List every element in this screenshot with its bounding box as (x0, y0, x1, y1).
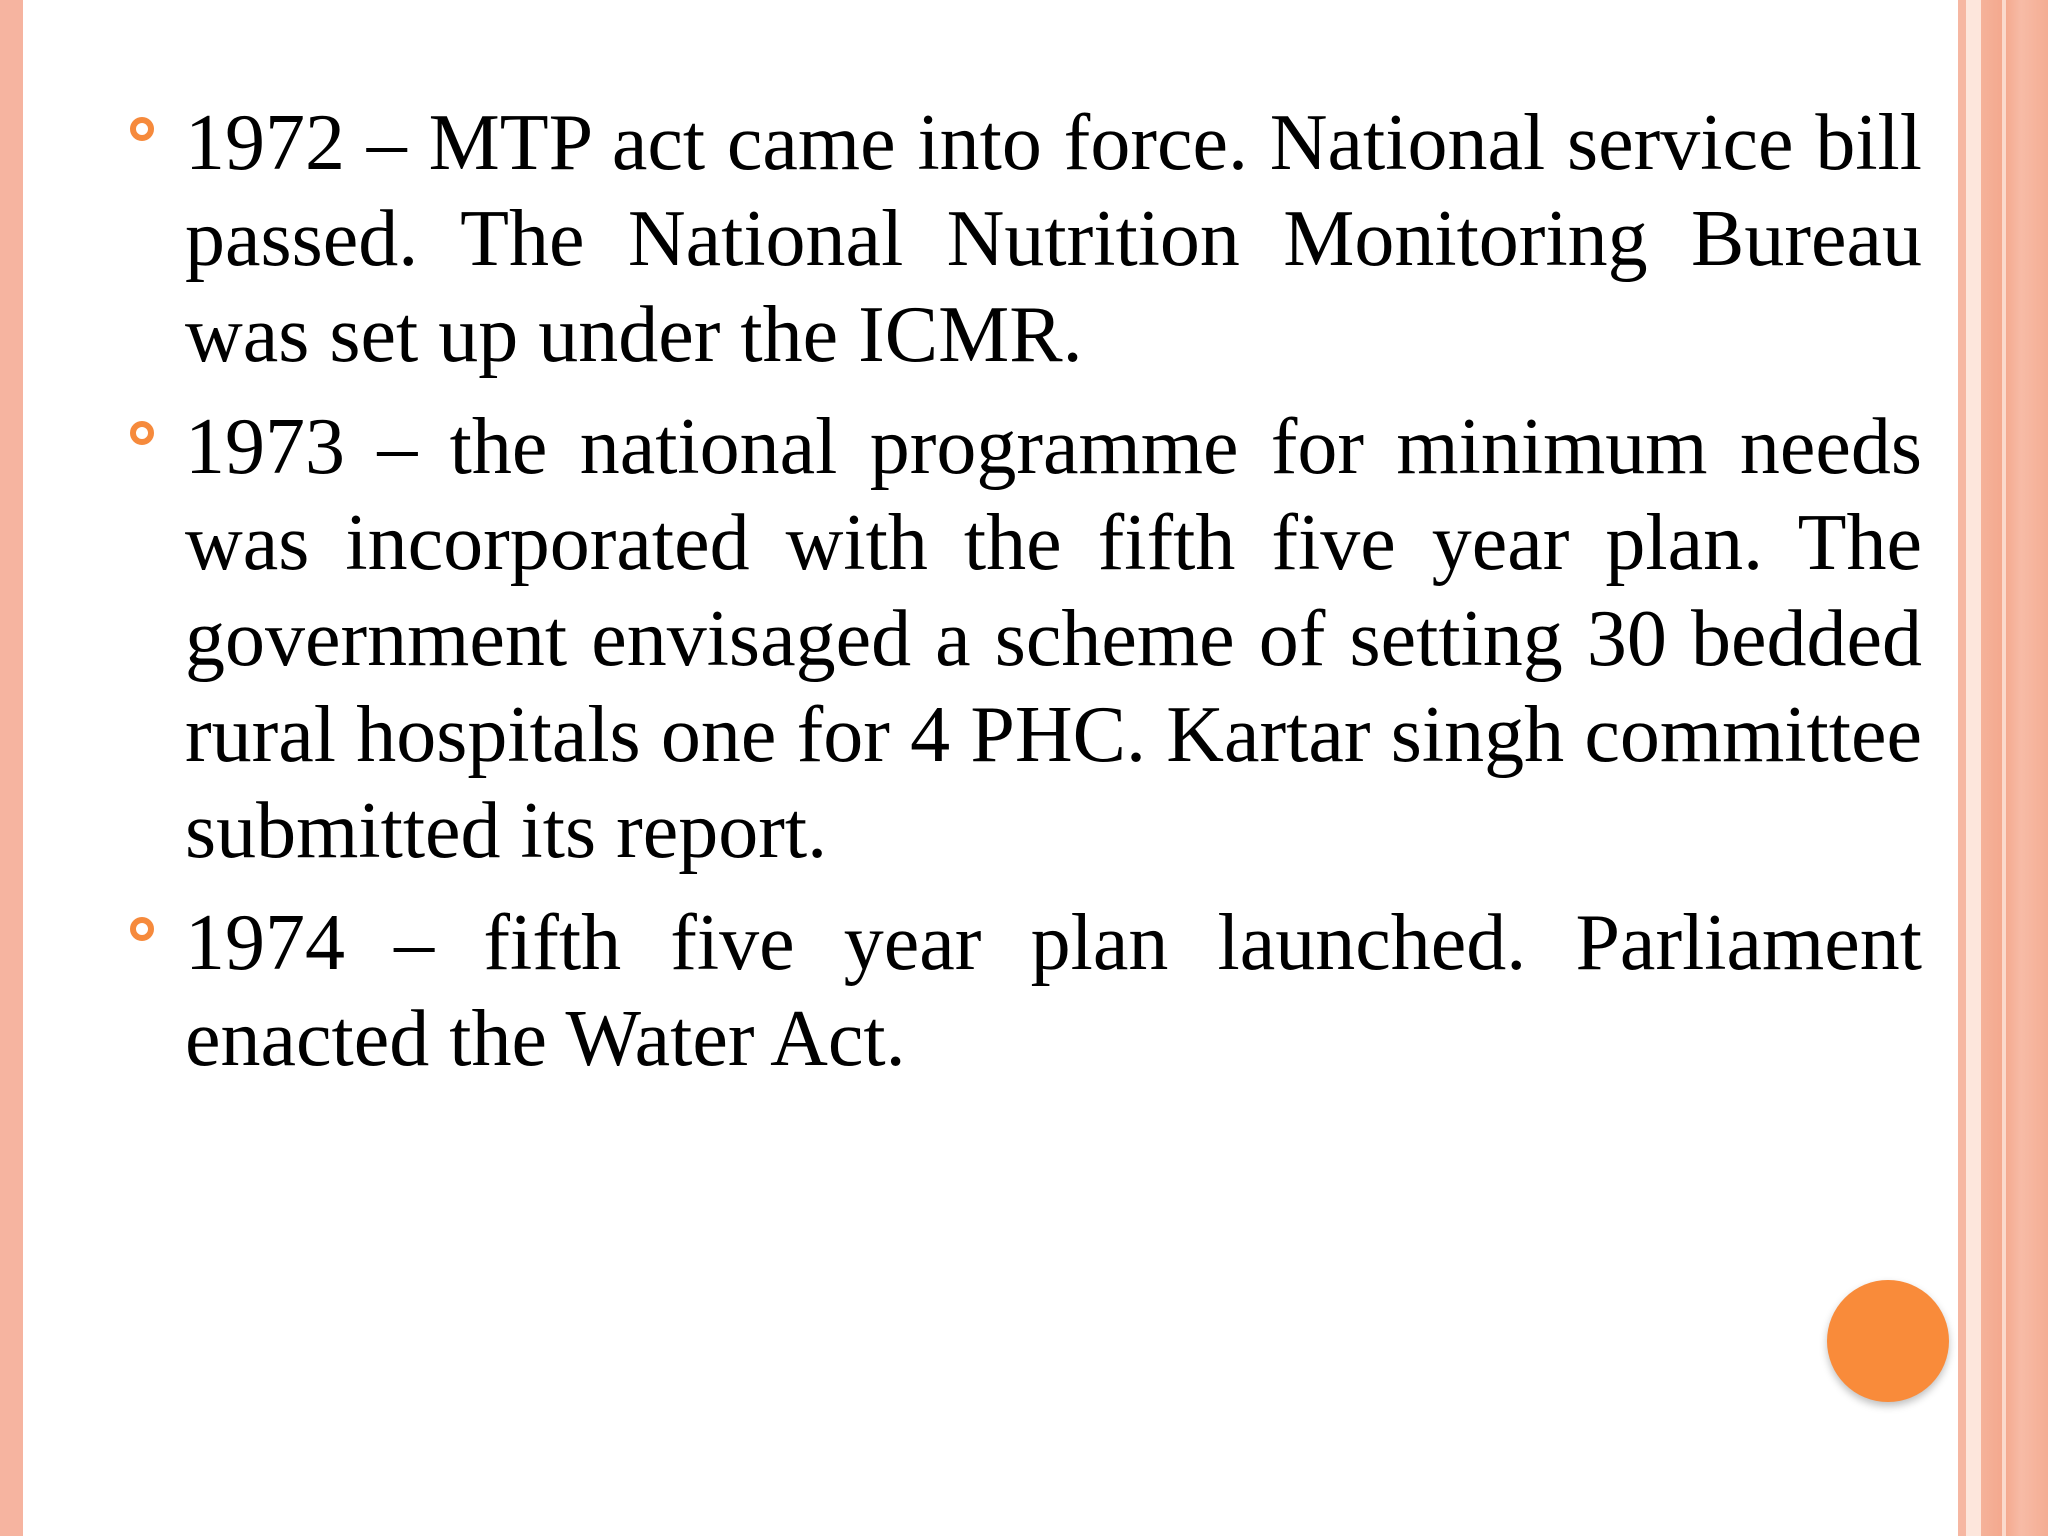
circle-bullet-icon (130, 917, 154, 941)
bullet-item-1973 (130, 399, 1922, 879)
orange-circle-decoration (1827, 1280, 1949, 1402)
right-border-highlight (2002, 0, 2006, 1536)
bullet-text: 1972 – MTP act came into force. National service bill passed. The National Nutrition Monitoring Bureau was set up under the ICMR. (185, 99, 1922, 379)
right-border-stripe (1966, 0, 1981, 1536)
bullet-item-1972 (130, 95, 1922, 383)
bullet-item-1974 (130, 895, 1922, 1087)
bullet-text: 1974 – fifth five year plan launched. Parliament enacted the Water Act. (185, 899, 1922, 1083)
left-border-bar (0, 0, 23, 1536)
right-border-band (1981, 0, 2048, 1536)
bullet-text: 1973 – the national programme for minimum needs was incorporated with the fifth five year plan. The government envisaged a scheme of setting 30 bedded rural hospitals one for 4 PHC. Kartar singh committee submitted its report. (185, 403, 1922, 875)
right-border-stripe (1958, 0, 1966, 1536)
bullet-list (130, 95, 1922, 1103)
circle-bullet-icon (130, 117, 154, 141)
circle-bullet-icon (130, 421, 154, 445)
